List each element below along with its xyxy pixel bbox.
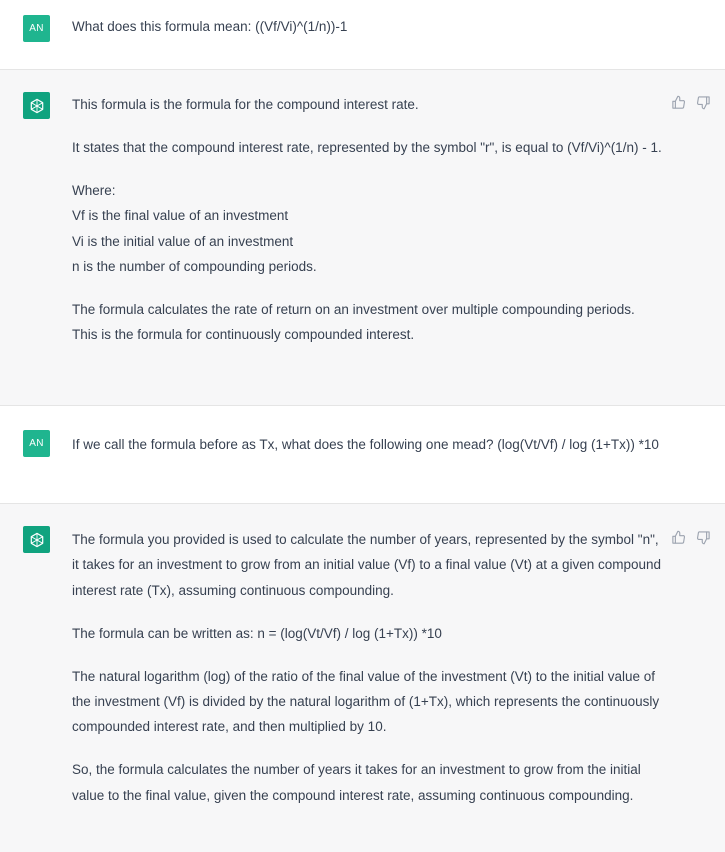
message-paragraph: Where: [72, 182, 116, 198]
openai-logo-icon [28, 531, 46, 549]
assistant-avatar [23, 92, 50, 119]
assistant-message [0, 504, 725, 852]
message-paragraph: What does this formula mean: ((Vf/Vi)^(1/n))-1 [72, 19, 348, 34]
message-paragraph: Vf is the final value of an investment [72, 208, 289, 224]
assistant-avatar [23, 526, 50, 553]
message-paragraph: n is the number of compounding periods. [72, 259, 317, 275]
feedback-buttons [671, 530, 711, 545]
openai-logo-icon [28, 97, 46, 115]
assistant-message [0, 70, 725, 406]
user-avatar: AN [23, 15, 50, 42]
thumbs-up-icon[interactable] [671, 530, 686, 545]
thumbs-up-icon[interactable] [671, 95, 686, 110]
thumbs-down-icon[interactable] [696, 530, 711, 545]
message-text [72, 14, 662, 39]
message-paragraph: So, the formula calculates the number of years it takes for an investment to grow from the initial value to the final value, given the compound interest rate, assuming continuous compounding. [72, 762, 641, 803]
message-text [72, 527, 662, 808]
message-paragraph: The formula you provided is used to calculate the number of years, represented by the symbol "n", it takes for an investment to grow from an initial value (Vf) to a final value (Vt) at a given compound interest rate (Tx), assuming continuous compounding. [72, 532, 662, 598]
message-paragraph: It states that the compound interest rate, represented by the symbol "r", is equal to (Vf/Vi)^(1/n) - 1. [72, 139, 662, 155]
user-message [0, 0, 725, 70]
message-paragraph: The formula calculates the rate of return on an investment over multiple compounding periods. This is the formula for continuously compounded interest. [72, 301, 635, 343]
message-paragraph: This formula is the formula for the compound interest rate. [72, 97, 419, 112]
message-paragraph: The formula can be written as: n = (log(Vt/Vf) / log (1+Tx)) *10 [72, 625, 442, 641]
message-paragraph: Vi is the initial value of an investment [72, 233, 294, 249]
thumbs-down-icon[interactable] [696, 95, 711, 110]
user-avatar: AN [23, 430, 50, 457]
user-message [0, 406, 725, 504]
message-text [72, 92, 662, 348]
feedback-buttons [671, 95, 711, 110]
message-paragraph: The natural logarithm (log) of the ratio of the final value of the investment (Vt) to the initial value of the investment (Vf) is divided by the natural logarithm of (1+Tx), which represents the continuously compounded interest rate, and then multiplied by 10. [72, 668, 660, 735]
message-text [72, 432, 662, 457]
message-paragraph: If we call the formula before as Tx, what does the following one mead? (log(Vt/Vf) / log (1+Tx)) *10 [72, 437, 659, 452]
